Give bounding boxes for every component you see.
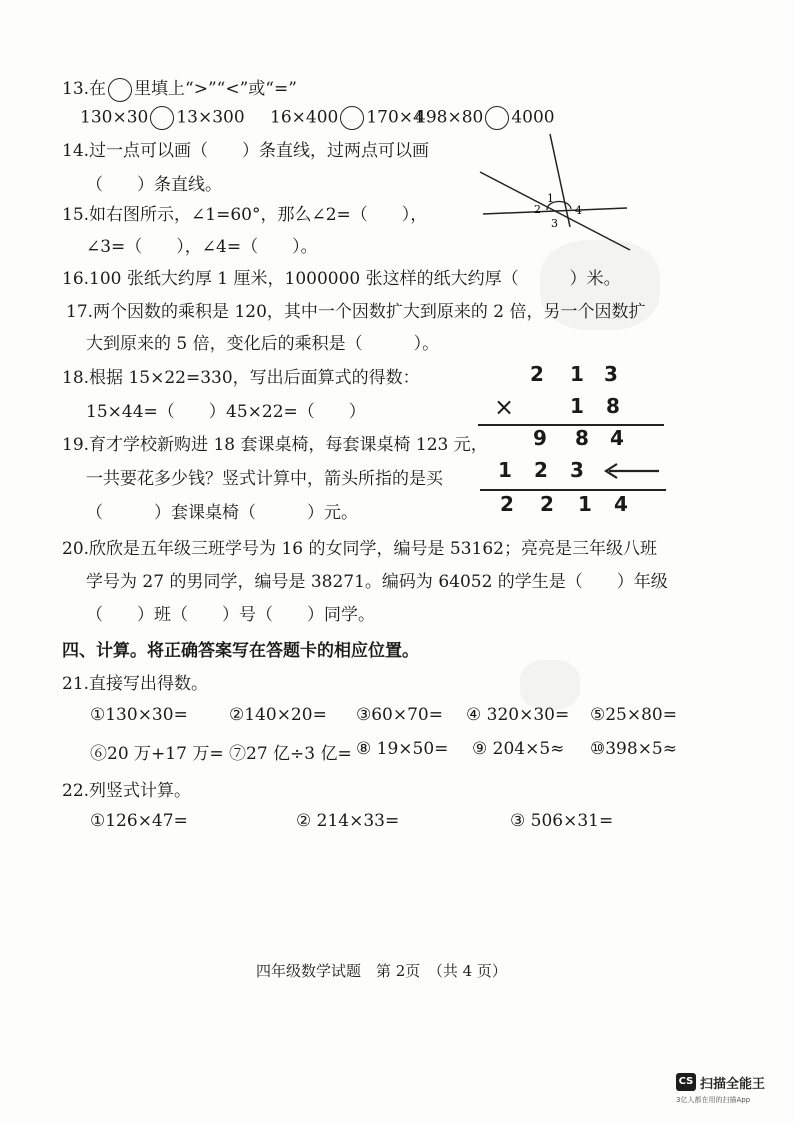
q13-item-right: 170×4 xyxy=(366,107,424,128)
vm-row4-digit: 1 xyxy=(498,458,512,482)
answer-circle[interactable] xyxy=(150,106,174,130)
q21-item: ⑨ 204×5≈ xyxy=(472,739,565,759)
q21-title: 21.直接写出得数。 xyxy=(62,674,209,694)
vm-times-sign: × xyxy=(494,393,515,421)
q13-item-left: 498×80 xyxy=(415,107,484,128)
vm-row1-digit: 3 xyxy=(604,362,618,386)
arrow-left-icon xyxy=(603,462,661,480)
q22-item: ①126×47= xyxy=(90,811,188,831)
vm-rule-2 xyxy=(480,489,666,491)
q13-title xyxy=(62,74,297,102)
angle-label-1: 1 xyxy=(547,192,554,205)
scanner-tagline: 3亿人都在用的扫描App xyxy=(676,1096,751,1104)
q21-item: ⑤25×80= xyxy=(590,705,677,725)
q18-item-1: 15×44=（ ） xyxy=(86,402,226,422)
q21-item: ②140×20= xyxy=(229,705,327,725)
q13-item-1 xyxy=(80,106,245,130)
vm-row1-digit: 1 xyxy=(570,362,584,386)
page-footer: 四年级数学试题 第 2页 （共 4 页） xyxy=(256,962,507,980)
vm-row2-digit: 8 xyxy=(606,394,620,418)
q13-item-left: 16×400 xyxy=(270,107,339,128)
q21-item: ③60×70= xyxy=(356,705,443,725)
vm-rule-1 xyxy=(478,424,664,426)
angle-label-2: 2 xyxy=(534,203,541,216)
q21-item: ⑧ 19×50= xyxy=(356,739,449,759)
q19-line-3: （ ）套课桌椅（ ）元。 xyxy=(86,503,358,523)
q13-item-2 xyxy=(270,106,424,130)
vm-row3-digit: 8 xyxy=(575,426,589,450)
q20-line-1: 20.欣欣是五年级三班学号为 16 的女同学，编号是 53162；亮亮是三年级八班 xyxy=(62,539,657,559)
q13-title-suffix: 里填上“>”“<”或“=” xyxy=(134,79,297,99)
vm-row3-digit: 4 xyxy=(610,426,624,450)
q20-line-3: （ ）班（ ）号（ ）同学。 xyxy=(86,605,375,625)
vm-row2-digit: 1 xyxy=(570,394,584,418)
diagram-line-c xyxy=(483,208,627,214)
q22-title: 22.列竖式计算。 xyxy=(62,781,192,801)
q22-item: ③ 506×31= xyxy=(510,811,614,831)
angle-diagram xyxy=(475,132,635,256)
vm-row5-digit: 2 xyxy=(500,492,514,516)
q14-line-1: 14.过一点可以画（ ）条直线，过两点可以画 xyxy=(62,141,430,161)
q13-item-3 xyxy=(415,106,555,130)
q19-line-2: 一共要花多少钱？竖式计算中，箭头所指的是买 xyxy=(86,469,443,489)
vm-row3-digit: 9 xyxy=(533,426,547,450)
vm-row5-digit: 4 xyxy=(614,492,628,516)
vm-row5-digit: 1 xyxy=(578,492,592,516)
q22-item: ② 214×33= xyxy=(296,811,400,831)
bleed-through-mark xyxy=(520,660,580,710)
vm-row4-digit: 2 xyxy=(534,458,548,482)
section-4-title: 四、计算。将正确答案写在答题卡的相应位置。 xyxy=(62,641,419,661)
q16-text: 16.100 张纸大约厚 1 厘米，1000000 张这样的纸大约厚（ ）米。 xyxy=(62,269,621,289)
q18-item-2: 45×22=（ ） xyxy=(226,402,366,422)
q13-item-right: 4000 xyxy=(511,107,555,128)
vm-row1-digit: 2 xyxy=(530,362,544,386)
q21-item: ⑦27 亿÷3 亿= xyxy=(229,744,352,764)
answer-circle xyxy=(108,78,132,102)
q14-line-2: （ ）条直线。 xyxy=(86,175,222,195)
q21-item: ④ 320×30= xyxy=(466,705,570,725)
q17-line-2: 大到原来的 5 倍，变化后的乘积是（ ）。 xyxy=(86,334,440,354)
q19-line-1: 19.育才学校新购进 18 套课桌椅，每套课桌椅 123 元， xyxy=(62,435,488,455)
q20-line-2: 学号为 27 的男同学，编号是 38271。编码为 64052 的学生是（ ）年级 xyxy=(86,572,668,592)
q21-item: ①130×30= xyxy=(90,705,188,725)
answer-circle[interactable] xyxy=(485,106,509,130)
q15-line-1: 15.如右图所示，∠1=60°，那么∠2=（ ）， xyxy=(62,205,428,225)
q13-title-prefix: 13.在 xyxy=(62,79,107,99)
q13-item-right: 13×300 xyxy=(176,107,245,128)
q15-line-2: ∠3=（ ），∠4=（ ）。 xyxy=(86,237,318,257)
q18-line-1: 18.根据 15×22=330，写出后面算式的得数： xyxy=(62,368,420,388)
answer-circle[interactable] xyxy=(340,106,364,130)
scanner-logo: CS xyxy=(676,1073,696,1091)
q21-item: ⑩398×5≈ xyxy=(590,739,677,759)
q21-item: ⑥20 万+17 万= xyxy=(90,744,224,764)
angle-label-4: 4 xyxy=(575,204,582,217)
q17-line-1: 17.两个因数的乘积是 120，其中一个因数扩大到原来的 2 倍，另一个因数扩 xyxy=(66,302,646,322)
vm-row4-digit: 3 xyxy=(570,458,584,482)
scanner-name: 扫描全能王 xyxy=(700,1077,766,1092)
q13-item-left: 130×30 xyxy=(80,107,149,128)
angle-label-3: 3 xyxy=(551,217,558,230)
vm-row5-digit: 2 xyxy=(540,492,554,516)
